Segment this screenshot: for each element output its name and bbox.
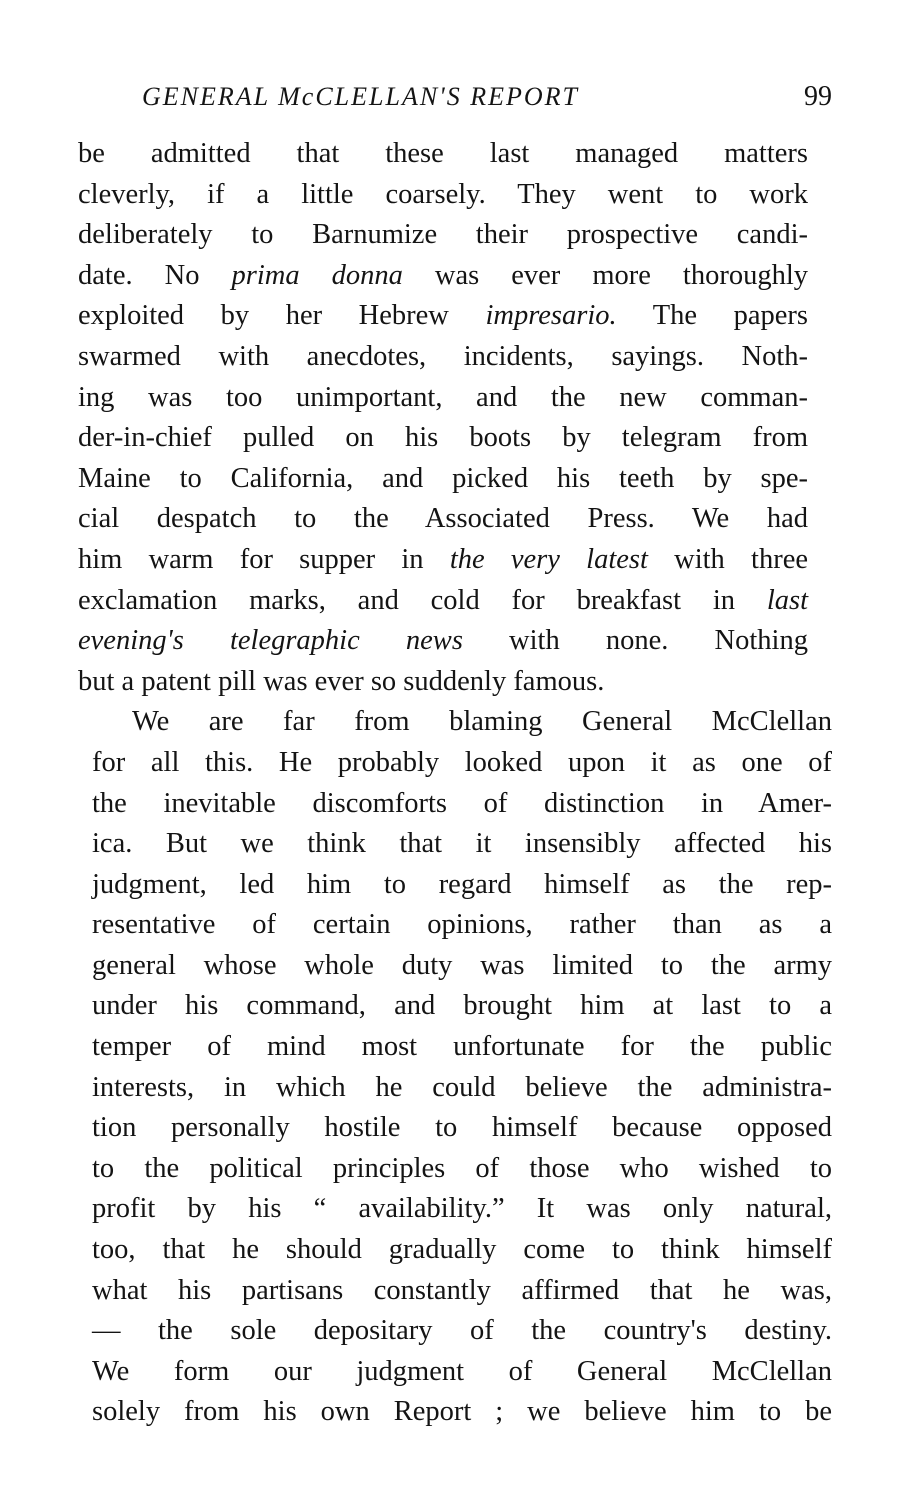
text-segment: with none. Nothing (462, 625, 808, 657)
text-segment: was ever more thoroughly (402, 259, 808, 291)
text-segment: but a patent pill was ever so suddenly famous. (78, 665, 605, 697)
text-segment: for all this. He probably looked upon it as one of (92, 746, 832, 778)
italic-text: prima donna (231, 259, 403, 291)
text-segment: swarmed with anecdotes, incidents, sayings. Noth- (78, 340, 808, 372)
text-segment: profit by his “ availability.” It was only natural, (92, 1193, 832, 1225)
text-line (78, 256, 808, 297)
text-segment: date. No (78, 259, 232, 291)
text-segment: the inevitable discomforts of distinction in Amer- (92, 787, 832, 819)
text-segment: ing was too unimportant, and the new comman- (78, 381, 808, 413)
page-number: 99 (804, 81, 832, 112)
text-line (78, 378, 808, 419)
text-segment: Maine to California, and picked his teeth by spe- (78, 462, 808, 494)
text-segment: be admitted that these last managed matters (78, 138, 808, 169)
text-segment: judgment, led him to regard himself as the rep- (92, 868, 832, 900)
text-line (92, 905, 832, 946)
text-segment: with three (647, 543, 809, 575)
text-line (78, 459, 808, 500)
text-line (92, 986, 832, 1027)
text-line (78, 337, 808, 378)
text-line (92, 784, 832, 825)
text-line (92, 1068, 832, 1109)
text-segment: ica. But we think that it insensibly affected his (92, 828, 832, 860)
body-text (78, 134, 832, 1433)
text-line (92, 1027, 832, 1068)
text-line (92, 743, 832, 784)
italic-text: the very latest (449, 543, 648, 575)
text-line (78, 296, 808, 337)
text-segment: exclamation marks, and cold for breakfast in (78, 584, 767, 616)
text-line (92, 865, 832, 906)
text-line (92, 1230, 832, 1271)
text-segment: cial despatch to the Associated Press. We had (78, 503, 808, 535)
text-line (92, 946, 832, 987)
text-line (78, 134, 808, 175)
text-line (92, 1149, 832, 1190)
text-line (78, 581, 808, 622)
text-line (78, 215, 808, 256)
text-segment: exploited by her Hebrew (78, 300, 486, 332)
text-line (78, 418, 808, 459)
text-line (78, 662, 808, 703)
paragraph-1 (78, 134, 808, 702)
text-segment: solely from his own Report ; we believe him to be (92, 1396, 832, 1428)
running-title: GENERAL McCLELLAN'S REPORT (142, 82, 579, 111)
text-line (92, 1392, 832, 1433)
text-line (78, 175, 808, 216)
text-segment: tion personally hostile to himself because opposed (92, 1112, 832, 1144)
text-segment: resentative of certain opinions, rather than as a (92, 909, 832, 941)
text-segment: interests, in which he could believe the administra- (92, 1071, 832, 1103)
paragraph-2 (92, 702, 832, 1433)
italic-text: impresario. (485, 300, 617, 332)
text-segment: cleverly, if a little coarsely. They went to work (78, 178, 808, 210)
text-segment: temper of mind most unfortunate for the public (92, 1031, 832, 1063)
text-line (92, 702, 832, 743)
text-line (92, 1352, 832, 1393)
text-line (78, 621, 808, 662)
page-header (142, 74, 832, 120)
text-segment: deliberately to Barnumize their prospective candi- (78, 219, 808, 251)
text-segment: him warm for supper in (78, 543, 450, 575)
text-line (92, 824, 832, 865)
text-segment: We are far from blaming General McClellan (132, 706, 832, 738)
text-segment: der-in-chief pulled on his boots by telegram from (78, 422, 808, 454)
text-segment: what his partisans constantly affirmed that he was, (92, 1274, 832, 1306)
text-line (92, 1311, 832, 1352)
text-segment: too, that he should gradually come to think himself (92, 1234, 832, 1266)
text-segment: We form our judgment of General McClellan (92, 1355, 832, 1387)
text-segment: The papers (616, 300, 808, 332)
text-line (92, 1271, 832, 1312)
text-line (92, 1189, 832, 1230)
text-segment: to the political principles of those who wished to (92, 1152, 832, 1184)
text-line (78, 499, 808, 540)
text-segment: under his command, and brought him at last to a (92, 990, 832, 1022)
italic-text: last (766, 584, 808, 616)
text-segment: — the sole depositary of the country's destiny. (92, 1315, 832, 1347)
text-line (92, 1108, 832, 1149)
text-segment: general whose whole duty was limited to the army (92, 949, 832, 981)
text-line (78, 540, 808, 581)
italic-text: evening's telegraphic news (78, 625, 463, 657)
